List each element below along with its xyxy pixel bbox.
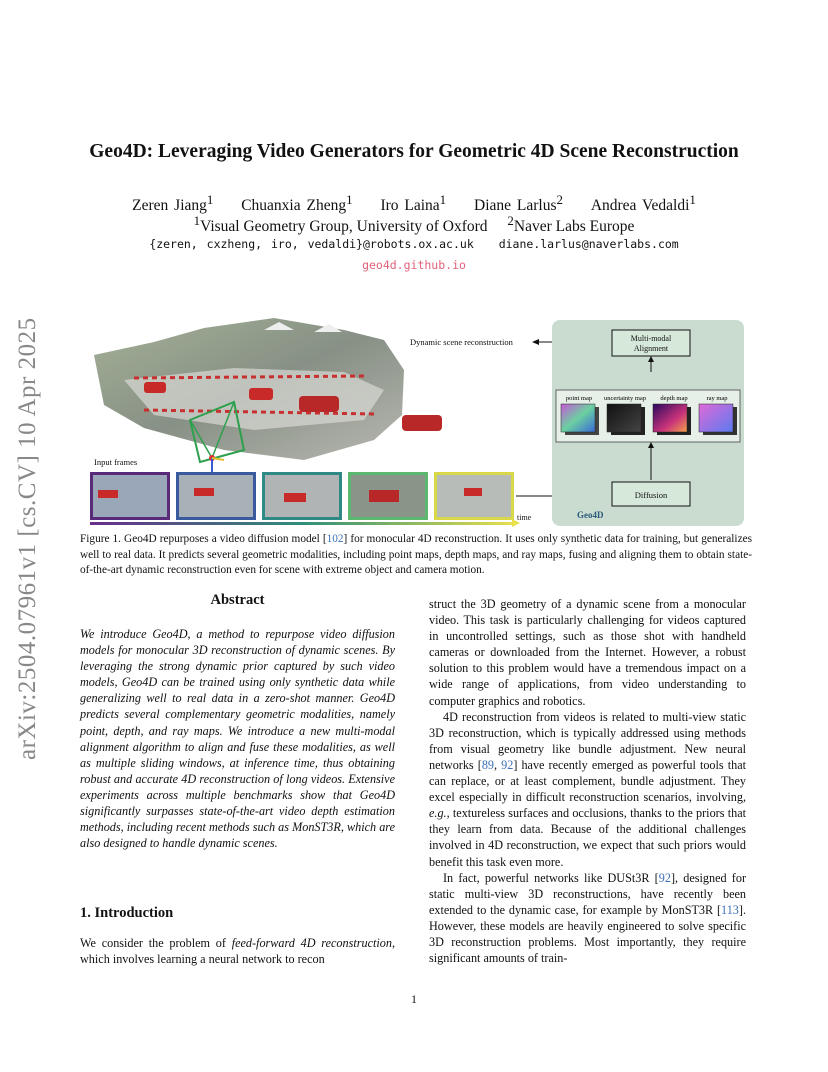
email-list	[0, 237, 828, 251]
time-label: time	[517, 513, 532, 522]
intro-paragraph: We consider the problem of feed-forward 4D reconstruction, which involves learning a neural network to recon	[80, 936, 395, 967]
author: Iro Laina$^1$	[380, 192, 447, 215]
author: Diane Larlus$^2$	[474, 192, 563, 215]
geo4d-panel	[552, 320, 744, 526]
figure-caption: Figure 1. Geo4D repurposes a video diffusion model [102] for monocular 4D reconstruction. It uses only synthetic data for training, but generalizes well to real data. It predicts several geometric modalities, including point maps, depth maps, and ray maps, fusing and aligning them to obtain state-of-the-art dynamic reconstruction even for scene with extreme object and camera motion.	[80, 533, 752, 577]
author: Chuanxia Zheng$^1$	[241, 192, 353, 215]
paper-title: Geo4D: Leveraging Video Generators for Geometric 4D Scene Reconstruction	[89, 141, 739, 162]
diffusion-label: Diffusion	[634, 490, 668, 500]
project-website-link[interactable]: geo4d.github.io	[362, 258, 466, 272]
abstract-text: We introduce Geo4D, a method to repurpose video diffusion models for monocular 3D reconstruction of dynamic scenes. By leveraging the strong dynamic prior captured by such video models, Geo4D can be trained using only synthetic data while generalizing well to real data in a zero-shot manner. Geo4D predicts several complementary geometric modalities, namely point, depth, and ray maps. We introduce a new multi-modal alignment algorithm to align and fuse these modalities, as well as multiple sliding windows, at inference time, thus obtaining robust and accurate 4D reconstruction of long videos. Extensive experiments across multiple benchmarks show that Geo4D significantly surpasses state-of-the-art video depth estimation methods, including recent methods such as MonST3R, which are also designed to handle dynamic scenes.	[80, 627, 395, 851]
intro-text-fragment: struct the 3D geometry of a dynamic scene from a monocular video. This task is particularly challenging for videos captured in uncontrolled settings, such as those shot with handheld cameras or downloaded from the Internet. However, a robust solution to this problem would have a tremendous impact on a wide range of applications, from video understanding to computer graphics and robotics.	[429, 597, 746, 708]
citation-link[interactable]: 113	[721, 902, 739, 917]
modality-label: uncertainty map	[603, 395, 647, 402]
intro-text-fragment: , which involves learning a neural network to recon	[80, 936, 395, 967]
input-frame-strip	[90, 472, 514, 520]
geo4d-panel-label: Geo4D	[577, 510, 604, 520]
section-heading-introduction: 1. Introduction	[80, 905, 174, 921]
affiliation: $^1$Visual Geometry Group, University of Oxford	[193, 213, 488, 236]
citation-link[interactable]: 102	[326, 533, 344, 545]
point-cloud-scene	[94, 318, 442, 472]
intro-paragraph: 4D reconstruction from videos is related to multi-view static 3D reconstruction, which is typically addressed using methods from visual geometry like bundle adjustment. New neural networks [89, 92] have recently emerged as powerful tools that can replace, or at least complement, bundle adjustment. They excel especially in difficult reconstruction scenarios, involving, e.g., textureless surfaces and occlusions, thanks to the priors that they learn from data. Because of the additional challenges involved in 4D reconstruction, we expect that such priors would benefit this task even more.	[429, 709, 746, 869]
modality-label: point map	[565, 395, 593, 402]
arxiv-identifier: arXiv:2504.07961v1 [cs.CV] 10 Apr 2025	[14, 317, 41, 760]
time-axis	[90, 522, 516, 525]
affiliation-list	[0, 213, 828, 236]
citation-link[interactable]: 89	[481, 757, 494, 772]
teaser-figure	[84, 310, 748, 528]
input-frames-label: Input frames	[94, 457, 138, 467]
alignment-label: Multi-modal	[630, 334, 672, 343]
modality-label: depth map	[660, 395, 688, 402]
citation-link[interactable]: 92	[658, 870, 671, 885]
abstract-heading: Abstract	[210, 592, 265, 608]
right-column	[429, 596, 746, 966]
author: Zeren Jiang$^1$	[132, 192, 214, 215]
page-number: 1	[411, 992, 417, 1006]
citation-link[interactable]: 92	[501, 757, 514, 772]
intro-paragraph-continued	[429, 596, 746, 709]
email: {zeren, cxzheng, iro, vedaldi}@robots.ox.ac.uk	[149, 237, 474, 251]
alignment-label: Alignment	[633, 344, 669, 353]
author-list	[0, 192, 828, 215]
dynamic-reconstruction-label: Dynamic scene reconstruction	[410, 337, 513, 347]
email: diane.larlus@naverlabs.com	[498, 237, 679, 251]
author: Andrea Vedaldi$^1$	[590, 192, 696, 215]
intro-paragraph: In fact, powerful networks like DUSt3R [92], designed for static multi-view 3D reconstructions, have recently been extended to the dynamic case, for example by MonST3R [113]. However, these models are heavily engineered to solve specific 3D reconstruction problems. Most importantly, they require significant amounts of train-	[429, 870, 747, 966]
affiliation: $^2$Naver Labs Europe	[507, 213, 635, 236]
modality-label: ray map	[706, 395, 728, 402]
